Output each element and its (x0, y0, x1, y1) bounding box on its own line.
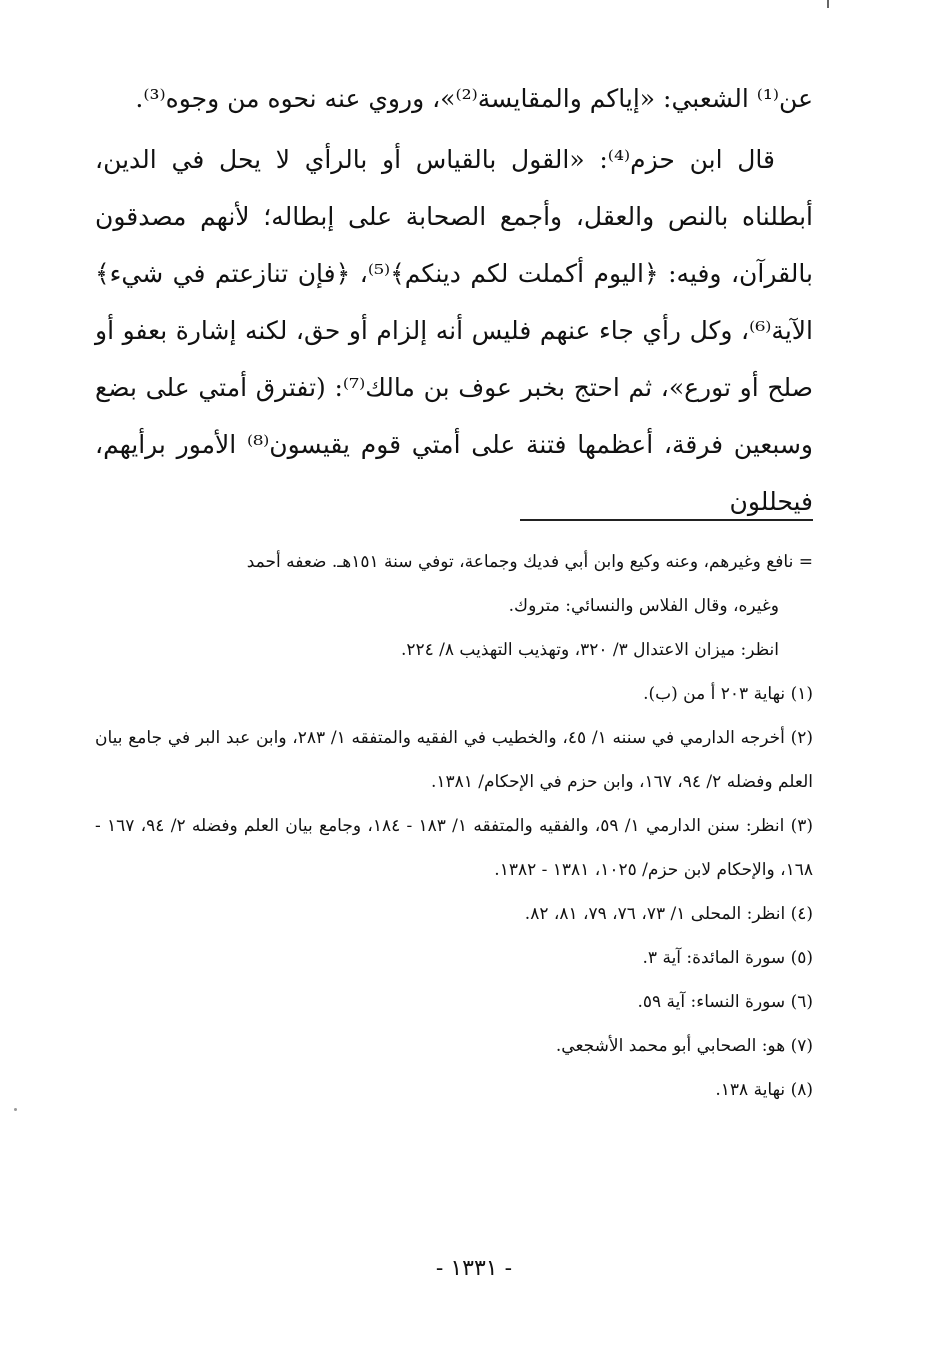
footnote-4: (٤) انظر: المحلى ١/ ٧٣، ٧٦، ٧٩، ٨١، ٨٢. (524, 904, 813, 924)
footnote-8: (٨) نهاية ١٣٨. (715, 1080, 813, 1100)
footnotes (95, 540, 813, 1112)
footnote-6: (٦) سورة النساء: آية ٥٩. (637, 992, 813, 1012)
scan-mark (827, 0, 829, 8)
paragraph-2: قال ابن حزم⁽⁴⁾: «القول بالقياس أو بالرأي لا يحل في الدين، أبطلناه بالنص والعقل، وأجمع الصحابة على إبطاله؛ لأنهم مصدقون بالقرآن، وفيه: ﴿اليوم أكملت لكم دينكم﴾⁽⁵⁾، ﴿فإن تنازعتم في شيء﴾ الآية⁽⁶⁾، وكل رأي جاء عنهم فليس أنه إلزام أو حق، لكنه إشارة بعفو أو صلح أو تورع»، ثم احتج بخبر عوف بن مالك⁽⁷⁾: (تفترق أمتي على بضع وسبعين فرقة، أعظمها فتنة على أمتي قوم يقيسون⁽⁸⁾ الأمور برأيهم، فيحللون (95, 145, 814, 516)
scan-speck (14, 1108, 17, 1111)
footnote-continued-line-2: وغيره، وقال الفلاس والنسائي: متروك. (508, 596, 779, 616)
footnote-2: (٢) أخرجه الدارمي في سننه ١/ ٤٥، والخطيب في الفقيه والمتفقه ١/ ٢٨٣، وابن عبد البر في جامع بيان العلم وفضله ٢/ ٩٤، ١٦٧، وابن حزم في الإحكام/ ١٣٨١. (95, 728, 813, 792)
main-text (95, 70, 813, 530)
footnote-7: (٧) هو: الصحابي أبو محمد الأشجعي. (555, 1036, 813, 1056)
page-number: - ١٣٣١ - (435, 1256, 513, 1281)
footnote-continued-line-1: = نافع وغيرهم، وعنه وكيع وابن أبي فديك وجماعة، توفي سنة ١٥١هـ. ضعفه أحمد (246, 552, 813, 572)
paragraph-1: عن⁽¹⁾ الشعبي: «إياكم والمقايسة⁽²⁾»، وروي عنه نحوه من وجوه⁽³⁾. (135, 84, 813, 113)
footnote-1: (١) نهاية ٢٠٣ أ من (ب). (643, 684, 813, 704)
footnote-separator (520, 519, 813, 521)
footnote-continued-line-3: انظر: ميزان الاعتدال ٣/ ٣٢٠، وتهذيب التهذيب ٨/ ٢٢٤. (400, 640, 779, 660)
footnote-3: (٣) انظر: سنن الدارمي ١/ ٥٩، والفقيه والمتفقه ١/ ١٨٣ - ١٨٤، وجامع بيان العلم وفضله ٢/ ٩٤، ١٦٧ - ١٦٨، والإحكام لابن حزم/ ١٠٢٥، ١٣٨١ - ١٣٨٢. (95, 816, 814, 880)
footnote-5: (٥) سورة المائدة: آية ٣. (642, 948, 813, 968)
